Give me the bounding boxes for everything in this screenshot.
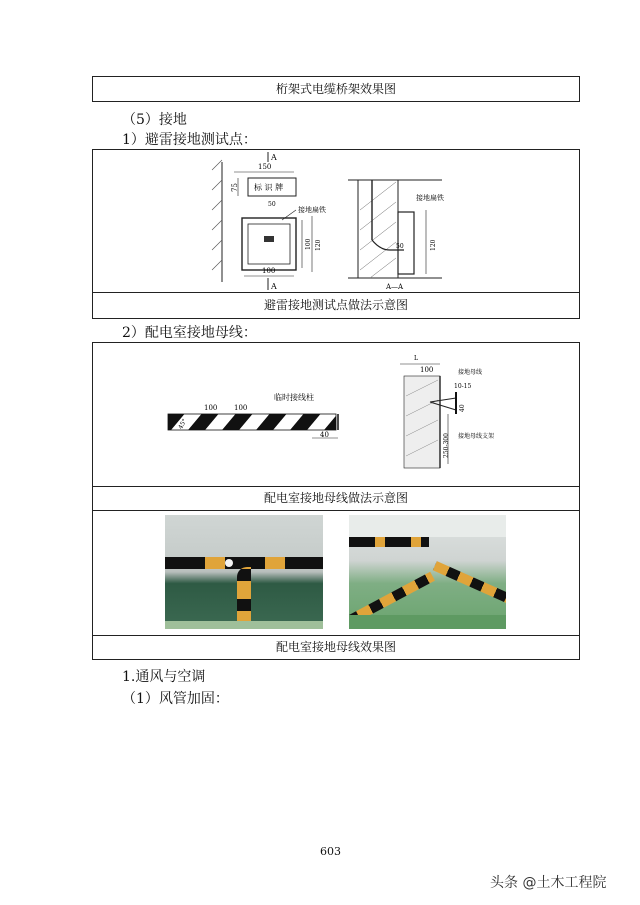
- photo-bus-wall: [165, 515, 323, 629]
- flat-steel-label-1: 接地扁铁: [298, 206, 326, 214]
- wall-hatch-left: [212, 160, 222, 282]
- photo-bus-corner: [349, 515, 506, 629]
- sub-duct: （1）风管加固：: [122, 691, 229, 707]
- stripe-corner-right: [433, 561, 506, 607]
- dim-40: 40: [320, 431, 329, 439]
- sub1-title: 1）避雷接地测试点：: [122, 132, 257, 148]
- support-label: 接地母线支架: [458, 433, 495, 440]
- fig3-caption: 配电室接地母线效果图: [275, 640, 396, 654]
- test-box-outer: [242, 218, 296, 270]
- dim-50-side: 50: [396, 243, 404, 250]
- dim-120-v: 120: [315, 239, 322, 251]
- stripe-bend: [237, 567, 251, 629]
- dim-75: 75: [231, 183, 239, 192]
- dim-100-v: 100: [305, 238, 312, 250]
- fig1-caption: 避雷接地测试点做法示意图: [263, 298, 408, 312]
- fig1-divider: [92, 292, 580, 293]
- section-aa-label: A—A: [386, 283, 404, 291]
- stripe-bar: [168, 414, 336, 430]
- fig2-divider-a: [92, 486, 580, 487]
- section-grounding: （5）接地: [122, 112, 187, 128]
- section-mark-top: A: [271, 153, 277, 162]
- ground-bus-section-drawing: [390, 352, 510, 474]
- sign-label: 标 识 牌: [254, 183, 284, 192]
- page-number: 603: [320, 845, 341, 858]
- dim-40-v: 40: [459, 404, 466, 412]
- dim-100-h: 100: [262, 267, 276, 275]
- fig3-divider: [92, 635, 580, 636]
- section-mark-bottom: A: [271, 282, 277, 291]
- test-box-inner: [248, 224, 290, 264]
- dim-250-300: 250-300: [443, 433, 450, 458]
- stripe-upper: [349, 537, 429, 547]
- dim-120-side: 120: [430, 239, 437, 251]
- sub2-title: 2）配电室接地母线：: [122, 325, 257, 341]
- dim-100-b: 100: [234, 404, 248, 412]
- fig2-caption: 配电室接地母线做法示意图: [263, 491, 408, 505]
- ground-bus-stripe-drawing: [162, 380, 352, 450]
- label-L: L: [414, 355, 418, 362]
- bus-label: 接地母线: [458, 369, 483, 376]
- section-hvac: 1.通风与空调: [122, 669, 206, 685]
- dim-150: 150: [258, 163, 272, 171]
- dim-10-15: 10-15: [454, 383, 472, 390]
- lightning-test-point-drawing: [210, 150, 460, 292]
- dim-100-a: 100: [204, 404, 218, 412]
- watermark: 头条 @土木工程院: [490, 875, 607, 891]
- top-caption: 桁架式电缆桥架效果图: [275, 82, 396, 96]
- fig2-divider-b: [92, 510, 580, 511]
- dim-100-top: 100: [420, 366, 434, 374]
- temp-post-label: 临时接线柱: [274, 393, 314, 402]
- flat-steel-label-2: 接地扁铁: [416, 194, 444, 202]
- dim-50: 50: [268, 201, 276, 208]
- angle-45: 45°: [177, 417, 189, 431]
